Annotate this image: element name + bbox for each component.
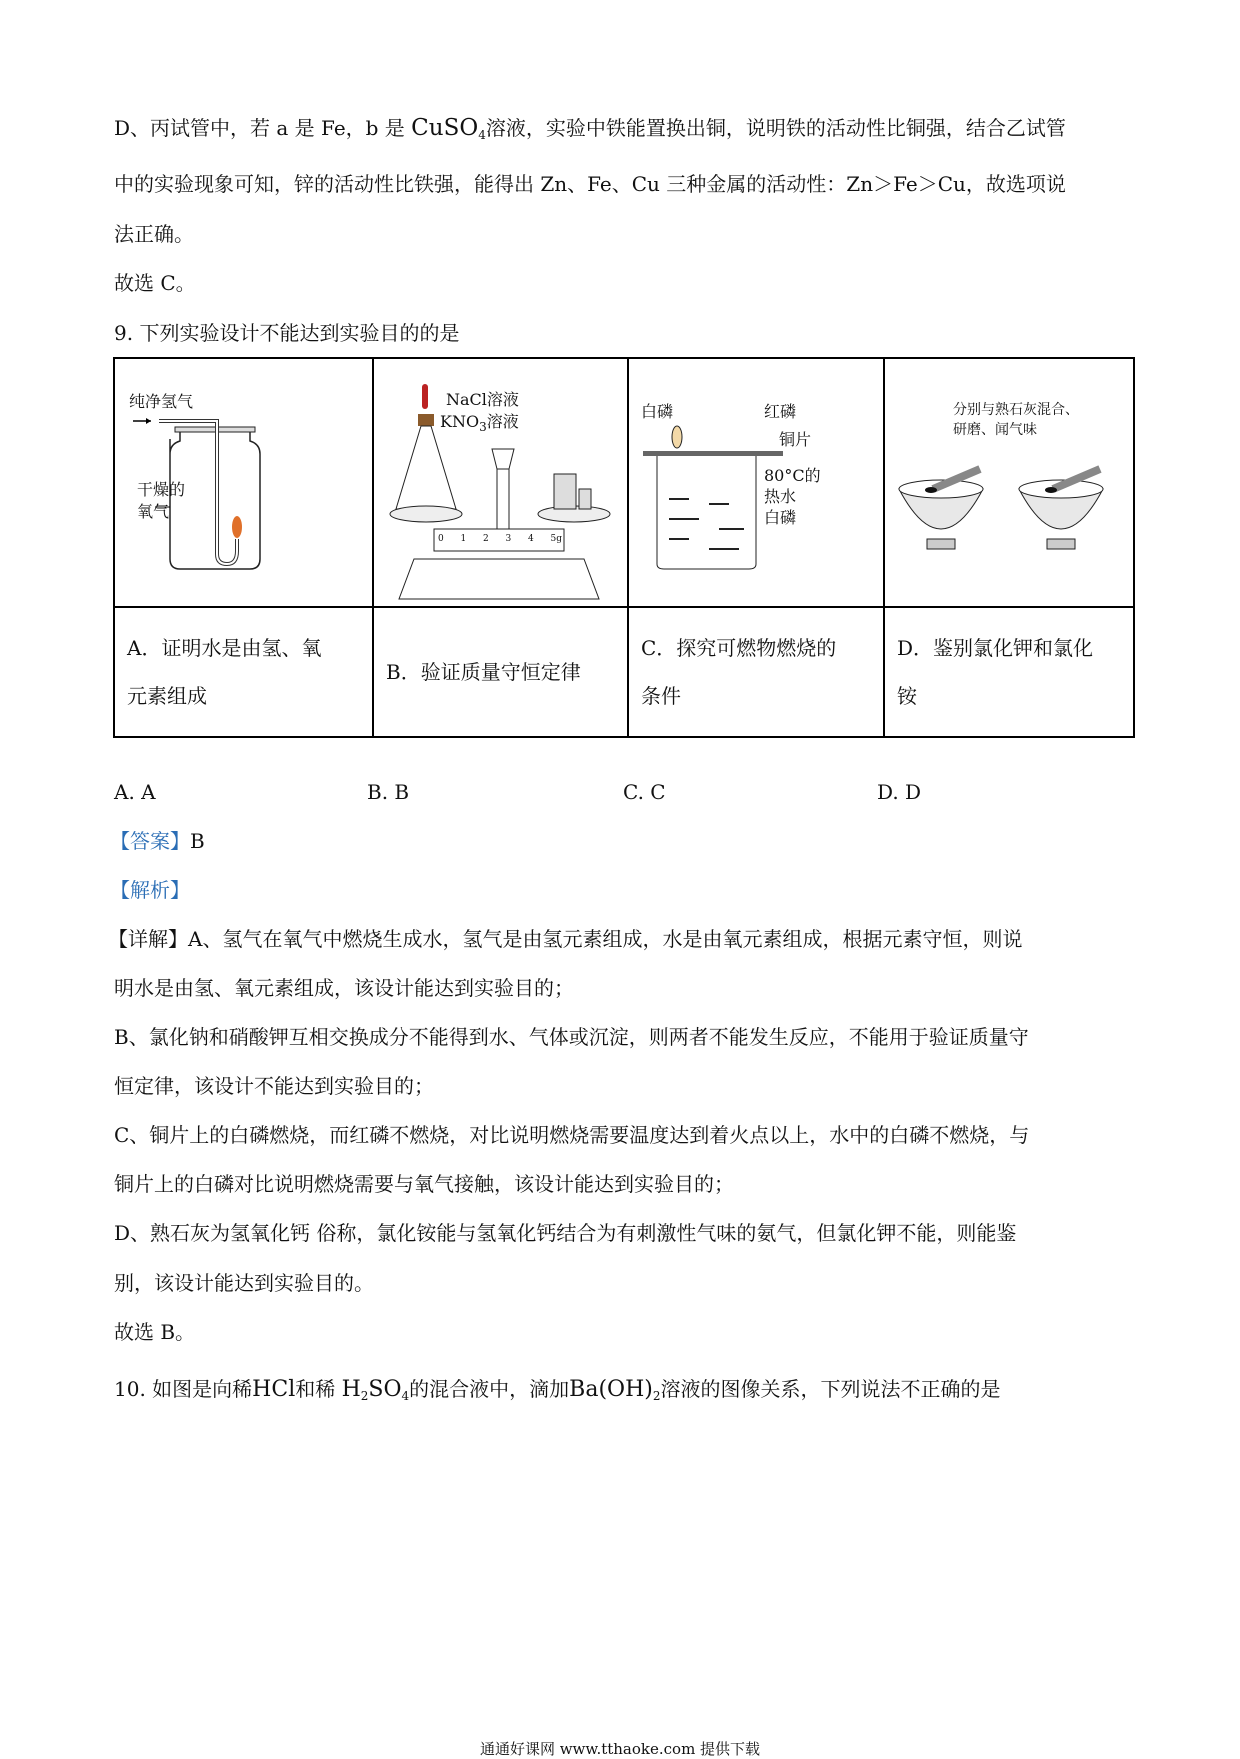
formula: CuSO	[411, 115, 479, 141]
formula: H	[341, 1377, 361, 1402]
tick: 4	[528, 534, 534, 544]
label-hot-water: 热水	[764, 487, 797, 506]
option-b: B. B	[367, 780, 410, 804]
label-dry: 干燥的	[137, 480, 186, 499]
label-kno3	[440, 409, 519, 434]
q9-stem: 9. 下列实验设计不能达到实验目的的是	[114, 321, 460, 345]
q10-stem	[114, 1376, 1000, 1409]
label-pure-hydrogen: 纯净氢气	[129, 392, 194, 411]
formula: Ba(OH)	[569, 1377, 653, 1402]
text: 和稀	[295, 1377, 336, 1401]
text: KNO	[440, 412, 480, 431]
subscript: 3	[479, 420, 487, 434]
label-nacl: NaCl溶液	[446, 390, 519, 409]
tick: 1	[460, 534, 467, 544]
combustion-diagram	[629, 359, 883, 602]
scale-ruler	[438, 534, 562, 544]
formula: SO	[368, 1377, 402, 1402]
cell-line: A．证明水是由氢、氧	[127, 636, 322, 660]
q9-table	[113, 357, 1135, 738]
option-c: C. C	[623, 780, 666, 804]
detail-line: B、氯化钠和硝酸钾互相交换成分不能得到水、气体或沉淀，则两者不能发生反应，不能用于验证质量守	[114, 1025, 1029, 1049]
figure-c	[628, 358, 884, 607]
label-copper-sheet: 铜片	[779, 430, 812, 449]
text: 溶液，实验中铁能置换出铜，说明铁的活动性比铜强，结合乙试管	[485, 116, 1066, 140]
detail-line: 恒定律，该设计不能达到实验目的；	[114, 1074, 434, 1098]
text: 溶液	[486, 412, 519, 431]
figure-a	[114, 358, 373, 607]
answer-line	[110, 828, 205, 854]
label-grind: 研磨、闻气味	[953, 422, 1037, 438]
cell-line: 铵	[897, 684, 917, 708]
cell-c	[628, 607, 884, 737]
label-80c: 80°C的	[764, 466, 821, 485]
subscript: 4	[401, 1389, 410, 1403]
label-mix: 分别与熟石灰混合、	[953, 402, 1079, 418]
cell-line: B．验证质量守恒定律	[386, 660, 581, 684]
option-d: D. D	[877, 780, 922, 804]
detail-line: 明水是由氢、氧元素组成，该设计能达到实验目的；	[114, 976, 574, 1000]
cell-line: 元素组成	[127, 684, 207, 708]
formula: HCl	[252, 1377, 296, 1402]
cell-a	[114, 607, 373, 737]
prev-choice: 故选 C。	[114, 271, 196, 295]
q9-choice: 故选 B。	[114, 1320, 196, 1344]
text: 溶液的图像关系，下列说法不正确的是	[660, 1377, 1001, 1401]
label-red-phosphorus: 红磷	[764, 402, 797, 421]
detail-line: C、铜片上的白磷燃烧，而红磷不燃烧，对比说明燃烧需要温度达到着火点以上，水中的白磷不燃烧，与	[114, 1123, 1030, 1147]
detail-line: 【详解】A、氢气在氧气中燃烧生成水，氢气是由氢元素组成，水是由氧元素组成，根据元素守恒，则说	[108, 927, 1023, 951]
cell-d	[884, 607, 1134, 737]
text: 的混合液中，滴加	[409, 1377, 570, 1401]
subscript: 4	[478, 128, 486, 142]
analysis-tag: 【解析】	[110, 878, 190, 902]
text: D、丙试管中，若 a 是 Fe，b 是	[114, 116, 405, 140]
cell-b	[373, 607, 628, 737]
prev-line-2: 中的实验现象可知，锌的活动性比铁强，能得出 Zn、Fe、Cu 三种金属的活动性：Zn＞Fe＞Cu，故选项说	[114, 172, 1066, 196]
tick: 2	[483, 534, 489, 544]
detail-line: 铜片上的白磷对比说明燃烧需要与氧气接触，该设计能达到实验目的；	[114, 1172, 734, 1196]
tick: 0	[438, 534, 444, 544]
cell-line: C．探究可燃物燃烧的	[641, 636, 837, 660]
label-oxygen: 氧气	[137, 502, 170, 521]
option-a: A. A	[114, 780, 156, 804]
mortar-diagram	[885, 359, 1133, 602]
text: 10. 如图是向稀	[114, 1377, 253, 1401]
label-white-phosphorus: 白磷	[641, 402, 674, 421]
tick: 3	[505, 534, 512, 544]
answer-value: B	[190, 829, 205, 853]
label-white-phosphorus-2: 白磷	[764, 508, 797, 527]
subscript: 2	[360, 1389, 369, 1403]
cell-line: D．鉴别氯化钾和氯化	[897, 636, 1094, 660]
subscript: 2	[652, 1389, 661, 1403]
cell-line: 条件	[641, 684, 681, 708]
tick: 5g	[550, 534, 562, 544]
detail-line: D、熟石灰为氢氧化钙 俗称，氯化铵能与氢氧化钙结合为有刺激性气味的氨气，但氯化钾不能，则能鉴	[114, 1221, 1017, 1245]
figure-b	[373, 358, 628, 607]
prev-line-3: 法正确。	[114, 222, 194, 246]
answer-tag: 【答案】	[110, 829, 190, 853]
prev-line-1	[114, 115, 1066, 148]
detail-line: 别，该设计能达到实验目的。	[114, 1271, 374, 1295]
figure-d	[884, 358, 1134, 607]
footer: 通通好课网 www.tthaoke.com 提供下载	[479, 1740, 761, 1758]
